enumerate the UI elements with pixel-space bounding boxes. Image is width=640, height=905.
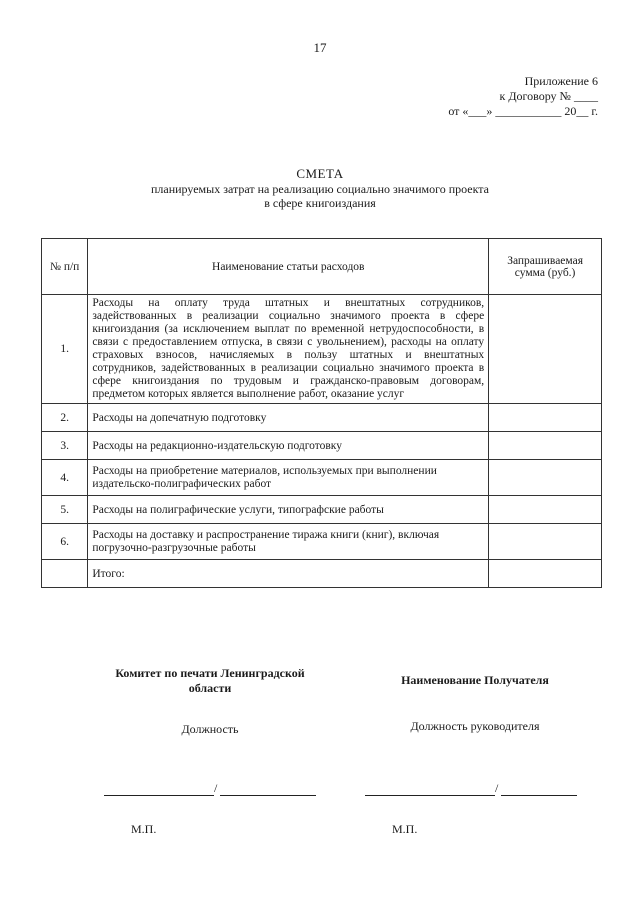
header-number: № п/п: [42, 239, 88, 295]
document-subtitle-line-1: планируемых затрат на реализацию социально значимого проекта: [150, 182, 490, 196]
contract-reference: к Договору № ____: [499, 89, 598, 103]
contract-date: от «___» ___________ 20__ г.: [448, 104, 598, 118]
budget-table: [41, 238, 602, 588]
row-sum-cell[interactable]: [489, 460, 602, 496]
row-expense-name: Расходы на полиграфические услуги, типографские работы: [88, 496, 489, 524]
right-stamp-place: М.П.: [392, 822, 418, 836]
row-expense-name: Расходы на приобретение материалов, используемых при выполнении издательско-полиграфических работ: [88, 460, 489, 496]
row-number: 4.: [42, 460, 88, 496]
total-label: Итого:: [88, 560, 489, 588]
document-title: СМЕТА: [296, 166, 344, 181]
row-expense-name: Расходы на доставку и распространение тиража книги (книг), включая погрузочно-разгрузочные работы: [88, 524, 489, 560]
table-row: [42, 432, 602, 460]
recipient-position: Должность руководителя: [410, 719, 540, 733]
left-signature-separator: /: [214, 781, 218, 795]
left-stamp-place: М.П.: [131, 822, 157, 836]
page-number: 17: [313, 40, 327, 55]
row-sum-cell[interactable]: [489, 432, 602, 460]
row-number: 5.: [42, 496, 88, 524]
total-number-cell: [42, 560, 88, 588]
appendix-title: Приложение 6: [524, 74, 598, 88]
table-row: [42, 460, 602, 496]
row-number: 6.: [42, 524, 88, 560]
right-signature-separator: /: [495, 781, 499, 795]
recipient-name: Наименование Получателя: [401, 673, 549, 687]
row-number: 2.: [42, 404, 88, 432]
total-sum-cell[interactable]: [489, 560, 602, 588]
appendix-header: [448, 74, 598, 119]
left-name-line[interactable]: [220, 795, 316, 796]
right-signature-line[interactable]: [365, 795, 495, 796]
table-row: [42, 295, 602, 404]
row-sum-cell[interactable]: [489, 524, 602, 560]
header-expense-name: Наименование статьи расходов: [88, 239, 489, 295]
document-subtitle-line-2: в сфере книгоиздания: [264, 196, 376, 210]
committee-name: Комитет по печати Ленинградской области: [115, 666, 305, 695]
title-block: [0, 166, 640, 210]
row-sum-cell[interactable]: [489, 295, 602, 404]
row-sum-cell[interactable]: [489, 404, 602, 432]
table-row: [42, 496, 602, 524]
row-expense-name: Расходы на редакционно-издательскую подготовку: [88, 432, 489, 460]
row-sum-cell[interactable]: [489, 496, 602, 524]
row-number: 3.: [42, 432, 88, 460]
table-header-row: [42, 239, 602, 295]
row-number: 1.: [42, 295, 88, 404]
right-name-line[interactable]: [501, 795, 577, 796]
left-signature-line[interactable]: [104, 795, 214, 796]
committee-position: Должность: [181, 722, 239, 736]
table-row: [42, 404, 602, 432]
row-expense-name: Расходы на допечатную подготовку: [88, 404, 489, 432]
row-expense-name: Расходы на оплату труда штатных и внештатных сотрудников, задействованных в реализации социально значимого проекта в сфере книгоиздания (за исключением выплат по временной нетрудоспособности, в связи с предоставлением отпуска, в связи с увольнением), расходы на оплату страховых взносов, начисляемых в пользу штатных и внештатных сотрудников, задействованных в реализации социально значимого проекта в сфере книгоиздания по трудовым и гражданско-правовым договорам, предметом которых является выполнение работ, оказание услуг: [88, 295, 489, 404]
table-row: [42, 524, 602, 560]
header-requested-sum: Запрашиваемая сумма (руб.): [489, 239, 602, 295]
table-total-row: [42, 560, 602, 588]
